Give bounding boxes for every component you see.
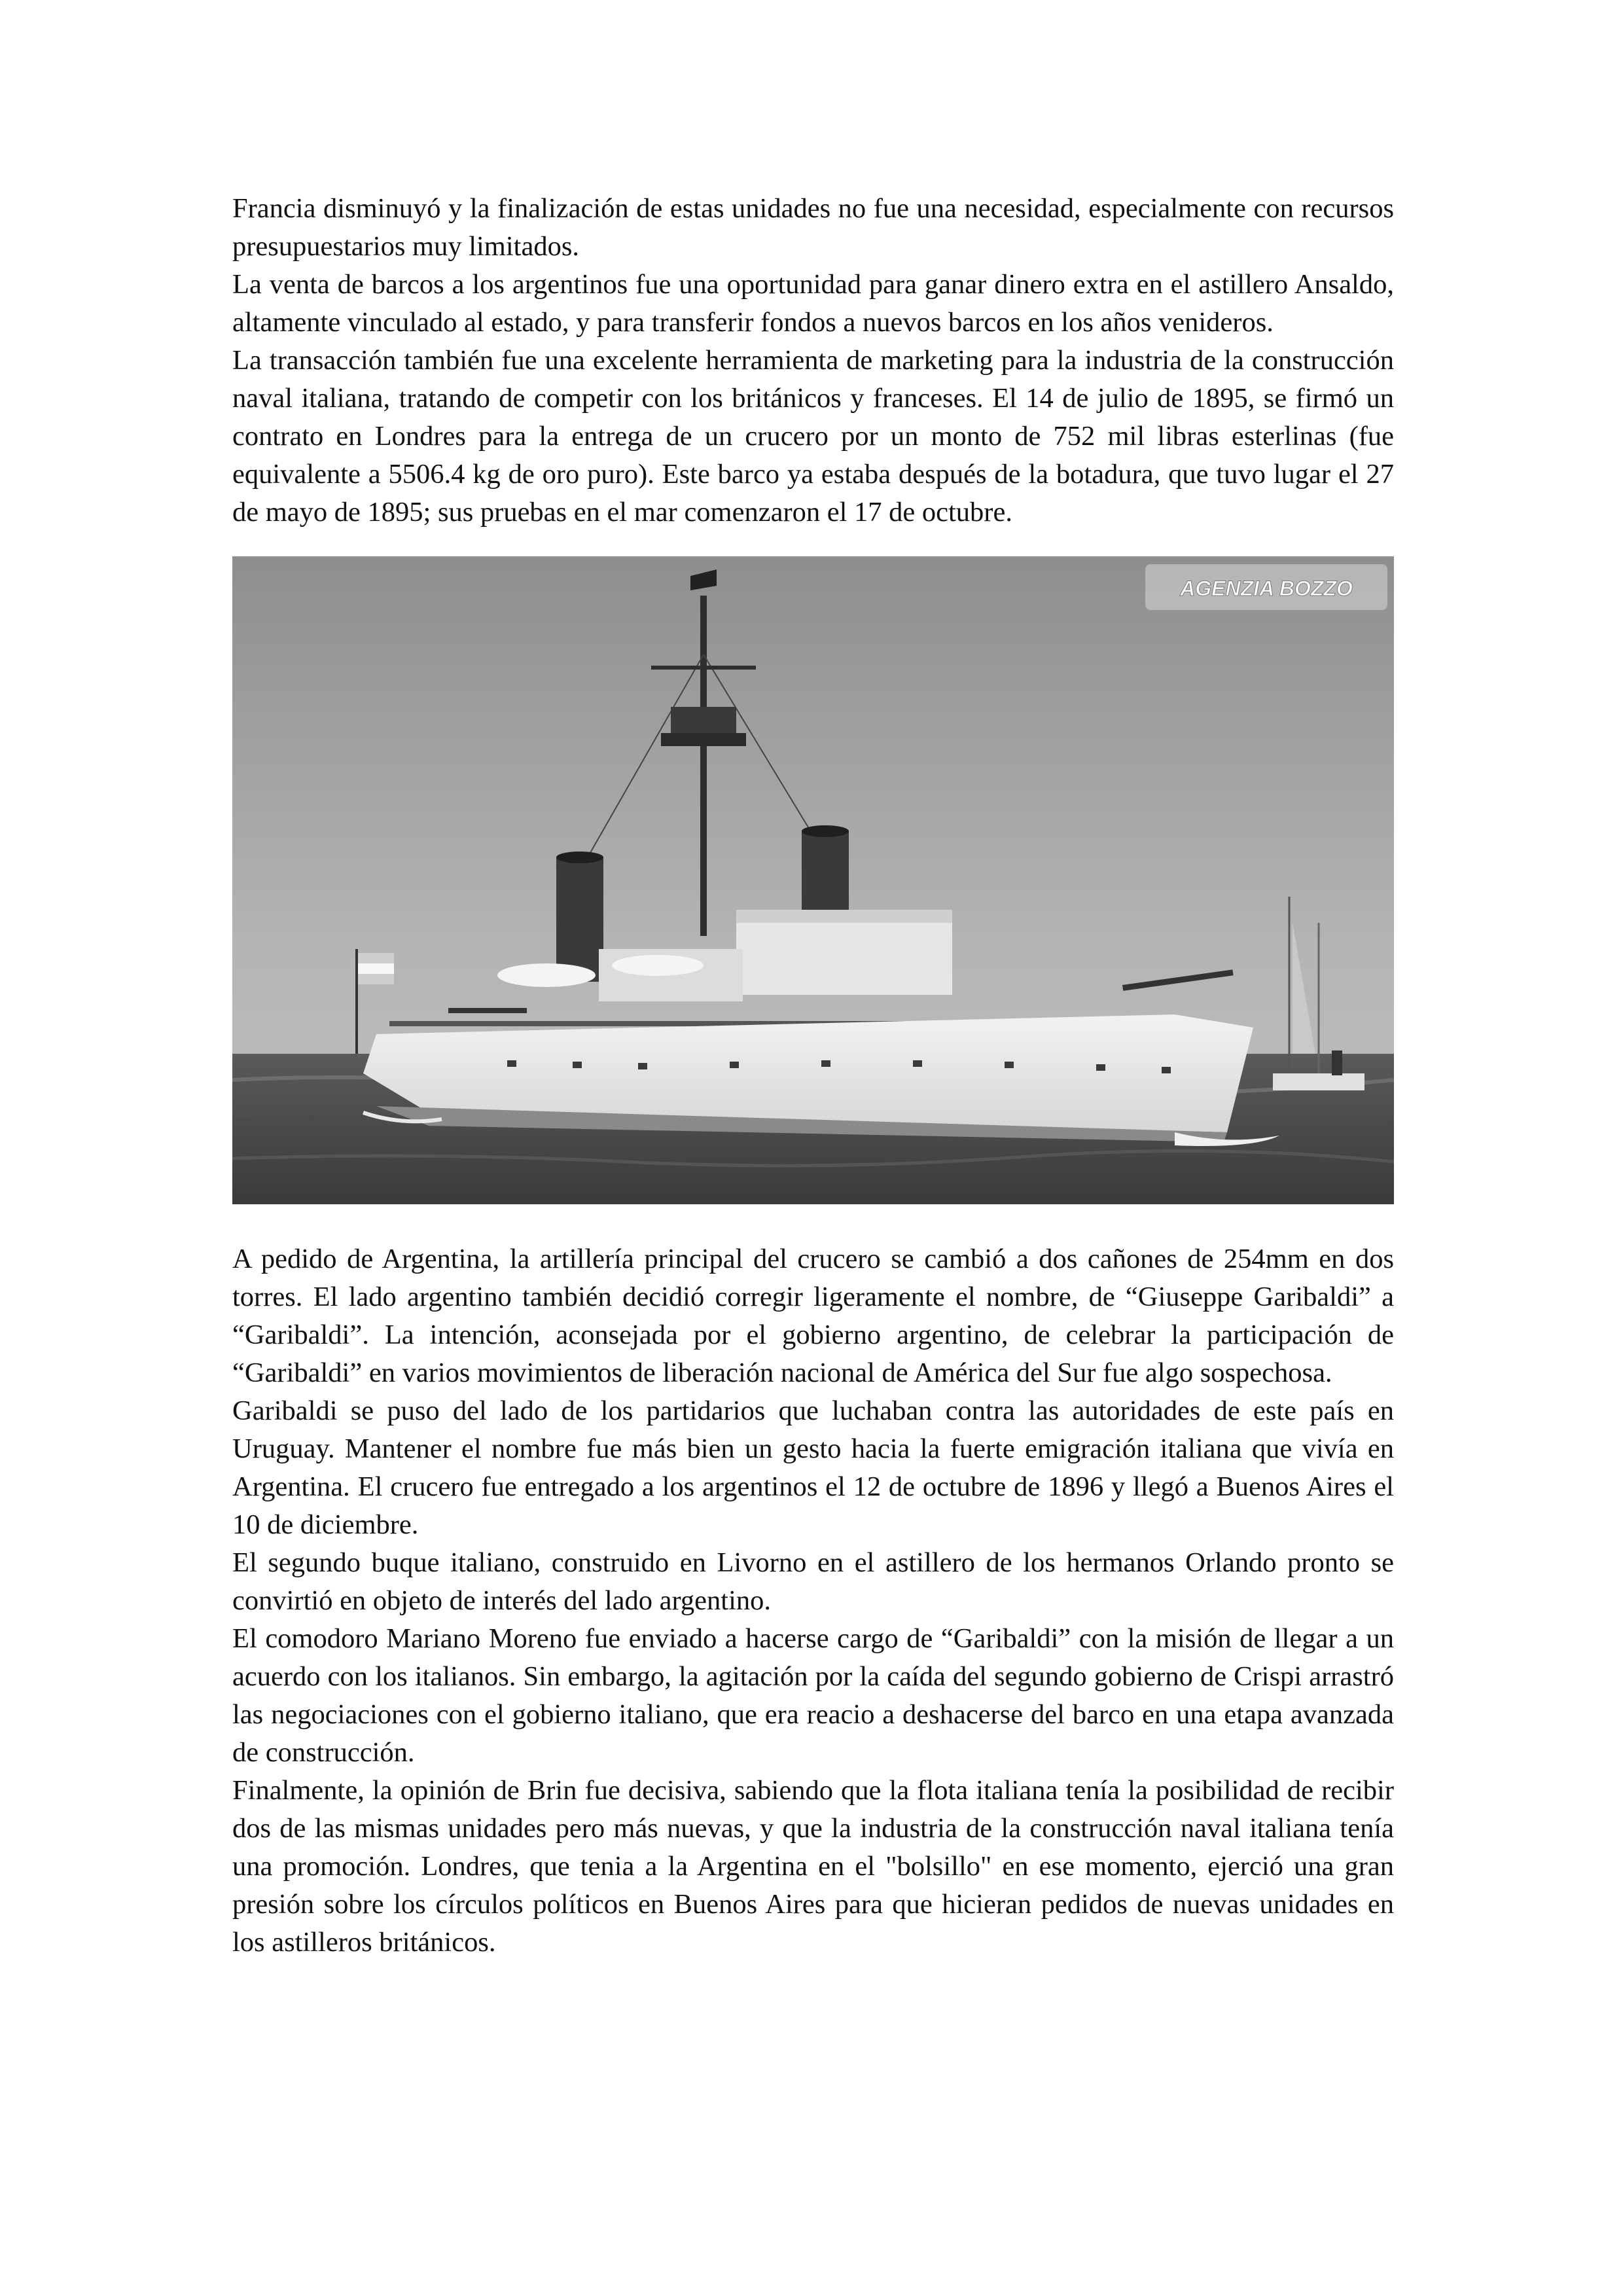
paragraph: El segundo buque italiano, construido en Livorno en el astillero de los hermanos Orlando pronto se convirtió en objeto de interés del lado argentino.: [232, 1547, 1394, 1616]
paragraph: La transacción también fue una excelente herramienta de marketing para la industria de la construcción naval italiana, tratando de competir con los británicos y franceses. El 14 de julio de 1895, se firmó un contrato en Londres para la entrega de un crucero por un monto de 752 mil libras esterlinas (fue equivalente a 5506.4 kg de oro puro). Este barco ya estaba después de la botadura, que tuvo lugar el 27 de mayo de 1895; sus pruebas en el mar comenzaron el 17 de octubre.: [232, 345, 1394, 528]
paragraph: Finalmente, la opinión de Brin fue decisiva, sabiendo que la flota italiana tenía la posibilidad de recibir dos de las mismas unidades pero más nuevas, y que la industria de la construcción naval italiana tenía una promoción. Londres, que tenia a la Argentina en el "bolsillo" en ese momento, ejerció una gran presión sobre los círculos políticos en Buenos Aires para que hicieran pedidos de nuevas unidades en los astilleros británicos.: [232, 1775, 1394, 1958]
cruiser-photo: [232, 556, 1394, 1204]
paragraph: A pedido de Argentina, la artillería principal del crucero se cambió a dos cañones de 254mm en dos torres. El lado argentino también decidió corregir ligeramente el nombre, de “Giuseppe Garibaldi” a “Garibaldi”. La intención, aconsejada por el gobierno argentino, de celebrar la participación de “Garibaldi” en varios movimientos de liberación nacional de América del Sur fue algo sospechosa.: [232, 1244, 1394, 1388]
document-page: [232, 190, 1394, 1962]
watermark-text: AGENZIA BOZZO: [1180, 577, 1353, 600]
paragraph: La venta de barcos a los argentinos fue una oportunidad para ganar dinero extra en el astillero Ansaldo, altamente vinculado al estado, y para transferir fondos a nuevos barcos en los años venideros.: [232, 269, 1394, 338]
paragraph: Garibaldi se puso del lado de los partidarios que luchaban contra las autoridades de este país en Uruguay. Mantener el nombre fue más bien un gesto hacia la fuerte emigración italiana que vivía en Argentina. El crucero fue entregado a los argentinos el 12 de octubre de 1896 y llegó a Buenos Aires el 10 de diciembre.: [232, 1395, 1394, 1540]
watermark: [1145, 564, 1387, 610]
paragraph: El comodoro Mariano Moreno fue enviado a hacerse cargo de “Garibaldi” con la misión de llegar a un acuerdo con los italianos. Sin embargo, la agitación por la caída del segundo gobierno de Crispi arrastró las negociaciones con el gobierno italiano, que era reacio a deshacerse del barco en una etapa avanzada de construcción.: [232, 1623, 1394, 1768]
paragraph: Francia disminuyó y la finalización de estas unidades no fue una necesidad, especialmente con recursos presupuestarios muy limitados.: [232, 193, 1394, 262]
